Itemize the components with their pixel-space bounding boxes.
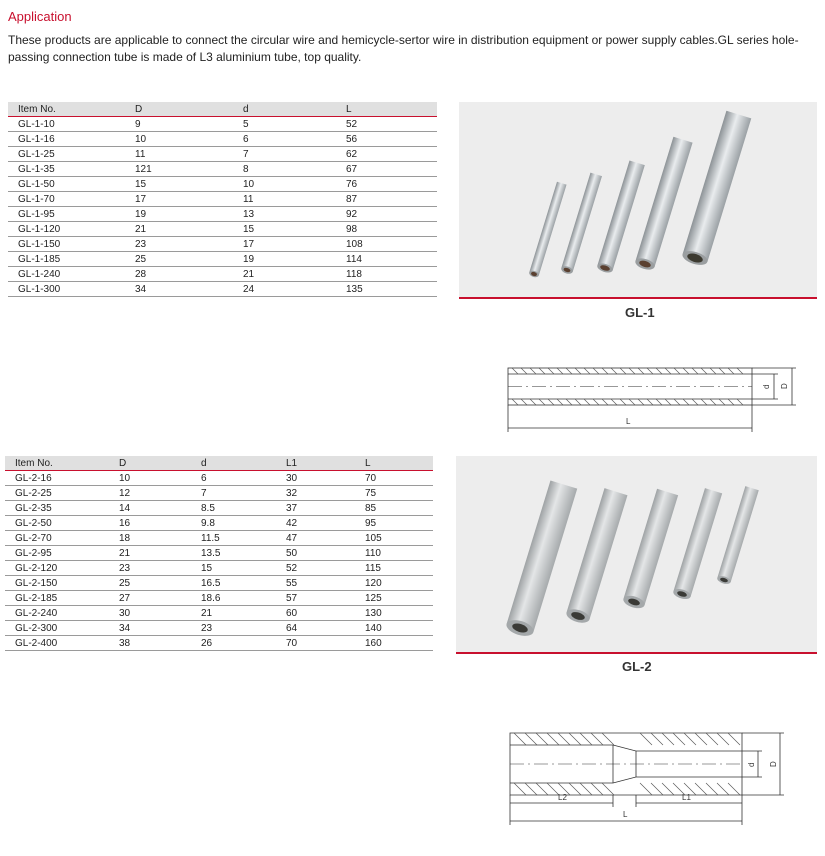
table-cell: GL-1-50 <box>8 177 125 192</box>
table-cell: 18 <box>109 531 191 546</box>
table-row <box>5 516 433 531</box>
table-row <box>5 486 433 501</box>
table-row <box>8 207 437 222</box>
table-cell: 25 <box>125 252 233 267</box>
table-cell: 92 <box>336 207 437 222</box>
table-cell: 9.8 <box>191 516 276 531</box>
column-header: Item No. <box>5 456 109 471</box>
label-D: D <box>769 761 778 767</box>
table-row <box>8 117 437 132</box>
column-header: L1 <box>276 456 355 471</box>
table-row <box>8 177 437 192</box>
table-cell: 17 <box>125 192 233 207</box>
table-cell: 70 <box>276 636 355 651</box>
table-cell: 6 <box>191 471 276 486</box>
table-header-row <box>8 102 437 117</box>
table-cell: 118 <box>336 267 437 282</box>
table-cell: GL-2-120 <box>5 561 109 576</box>
table-row <box>5 531 433 546</box>
table-row <box>5 621 433 636</box>
table-cell: 13 <box>233 207 336 222</box>
table-cell: 16 <box>109 516 191 531</box>
table-cell: 76 <box>336 177 437 192</box>
table-cell: 87 <box>336 192 437 207</box>
table-cell: 11.5 <box>191 531 276 546</box>
table-cell: 18.6 <box>191 591 276 606</box>
table-cell: 121 <box>125 162 233 177</box>
table-cell: 38 <box>109 636 191 651</box>
intro-paragraph: These products are applicable to connect the circular wire and hemicycle-sertor wire in distribution equipment or power supply cables.GL series hole-passing connection tube is made of L3 aluminium tube, top quality. <box>8 33 799 64</box>
table-cell: 21 <box>233 267 336 282</box>
table-row <box>5 576 433 591</box>
table-cell: GL-1-35 <box>8 162 125 177</box>
table-cell: 9 <box>125 117 233 132</box>
table-cell: 42 <box>276 516 355 531</box>
table-cell: GL-1-95 <box>8 207 125 222</box>
table-cell: GL-2-95 <box>5 546 109 561</box>
table-cell: 28 <box>125 267 233 282</box>
table-cell: 52 <box>336 117 437 132</box>
table-cell: 85 <box>355 501 433 516</box>
label-d: d <box>762 384 771 389</box>
table-cell: 110 <box>355 546 433 561</box>
table-cell: 95 <box>355 516 433 531</box>
column-header: d <box>191 456 276 471</box>
column-header: L <box>355 456 433 471</box>
table-cell: GL-2-35 <box>5 501 109 516</box>
table-cell: 6 <box>233 132 336 147</box>
table-cell: 23 <box>109 561 191 576</box>
label-d: d <box>747 762 756 767</box>
table-row <box>8 252 437 267</box>
table-cell: GL-1-150 <box>8 237 125 252</box>
table-cell: 57 <box>276 591 355 606</box>
table-cell: GL-2-400 <box>5 636 109 651</box>
table-cell: 62 <box>336 147 437 162</box>
table-cell: 21 <box>125 222 233 237</box>
table-row <box>5 591 433 606</box>
table-cell: 21 <box>191 606 276 621</box>
label-D: D <box>780 383 789 389</box>
table-cell: 19 <box>233 252 336 267</box>
table-cell: 30 <box>276 471 355 486</box>
table-cell: 23 <box>191 621 276 636</box>
gl2-product-photo <box>456 456 817 654</box>
table-cell: 30 <box>109 606 191 621</box>
table-cell: GL-2-240 <box>5 606 109 621</box>
table-cell: GL-1-300 <box>8 282 125 297</box>
table-cell: 8 <box>233 162 336 177</box>
table-cell: 13.5 <box>191 546 276 561</box>
gl1-spec-table <box>8 102 437 297</box>
table-row <box>8 147 437 162</box>
column-header: d <box>233 102 336 117</box>
table-cell: 52 <box>276 561 355 576</box>
table-row <box>5 546 433 561</box>
table-cell: 75 <box>355 486 433 501</box>
table-cell: 17 <box>233 237 336 252</box>
table-cell: GL-1-120 <box>8 222 125 237</box>
table-cell: GL-1-25 <box>8 147 125 162</box>
table-cell: GL-1-16 <box>8 132 125 147</box>
table-cell: 70 <box>355 471 433 486</box>
gl1-tubes-illustration <box>459 102 817 297</box>
table-cell: 67 <box>336 162 437 177</box>
table-cell: 11 <box>233 192 336 207</box>
table-cell: 11 <box>125 147 233 162</box>
gl1-product-photo <box>459 102 817 299</box>
table-cell: 56 <box>336 132 437 147</box>
table-row <box>5 501 433 516</box>
table-cell: 10 <box>109 471 191 486</box>
table-cell: 24 <box>233 282 336 297</box>
table-cell: 108 <box>336 237 437 252</box>
table-row <box>8 162 437 177</box>
table-cell: 160 <box>355 636 433 651</box>
table-cell: 27 <box>109 591 191 606</box>
table-cell: 55 <box>276 576 355 591</box>
table-cell: 60 <box>276 606 355 621</box>
gl2-caption: GL-2 <box>622 659 652 674</box>
table-row <box>8 222 437 237</box>
table-cell: GL-1-10 <box>8 117 125 132</box>
table-row <box>8 132 437 147</box>
table-cell: GL-2-70 <box>5 531 109 546</box>
table-cell: 50 <box>276 546 355 561</box>
table-cell: 32 <box>276 486 355 501</box>
table-cell: 135 <box>336 282 437 297</box>
table-cell: 21 <box>109 546 191 561</box>
table-cell: 125 <box>355 591 433 606</box>
label-L: L <box>626 417 631 426</box>
table-row <box>8 282 437 297</box>
table-cell: GL-1-240 <box>8 267 125 282</box>
table-cell: GL-2-185 <box>5 591 109 606</box>
table-header-row <box>5 456 433 471</box>
table-cell: 26 <box>191 636 276 651</box>
table-cell: 8.5 <box>191 501 276 516</box>
gl1-dimension-diagram <box>490 360 810 440</box>
section-heading: Application <box>8 9 72 24</box>
column-header: L <box>336 102 437 117</box>
table-cell: 25 <box>109 576 191 591</box>
table-cell: GL-2-50 <box>5 516 109 531</box>
table-cell: GL-1-185 <box>8 252 125 267</box>
table-cell: 12 <box>109 486 191 501</box>
table-cell: 15 <box>233 222 336 237</box>
table-cell: 14 <box>109 501 191 516</box>
table-cell: 10 <box>125 132 233 147</box>
table-cell: GL-2-16 <box>5 471 109 486</box>
table-cell: 19 <box>125 207 233 222</box>
table-cell: 15 <box>125 177 233 192</box>
table-cell: GL-2-300 <box>5 621 109 636</box>
table-cell: 34 <box>125 282 233 297</box>
table-row <box>8 192 437 207</box>
table-cell: 16.5 <box>191 576 276 591</box>
table-cell: 37 <box>276 501 355 516</box>
table-cell: 140 <box>355 621 433 636</box>
table-cell: GL-2-150 <box>5 576 109 591</box>
column-header: D <box>125 102 233 117</box>
label-L2: L2 <box>558 793 567 802</box>
table-row <box>5 561 433 576</box>
table-cell: 7 <box>191 486 276 501</box>
table-cell: 114 <box>336 252 437 267</box>
table-cell: 47 <box>276 531 355 546</box>
column-header: Item No. <box>8 102 125 117</box>
label-L1: L1 <box>682 793 691 802</box>
table-row <box>5 471 433 486</box>
label-L: L <box>623 810 628 819</box>
table-cell: 23 <box>125 237 233 252</box>
table-cell: GL-1-70 <box>8 192 125 207</box>
table-row <box>5 606 433 621</box>
table-cell: 34 <box>109 621 191 636</box>
table-cell: 120 <box>355 576 433 591</box>
table-cell: 130 <box>355 606 433 621</box>
table-cell: 115 <box>355 561 433 576</box>
table-cell: 10 <box>233 177 336 192</box>
gl2-dimension-diagram <box>490 725 810 835</box>
table-cell: 105 <box>355 531 433 546</box>
gl1-caption: GL-1 <box>625 305 655 320</box>
table-cell: 7 <box>233 147 336 162</box>
table-cell: 5 <box>233 117 336 132</box>
gl2-tubes-illustration <box>456 456 817 652</box>
table-cell: 64 <box>276 621 355 636</box>
table-row <box>8 267 437 282</box>
table-row <box>5 636 433 651</box>
table-cell: 15 <box>191 561 276 576</box>
table-cell: 98 <box>336 222 437 237</box>
table-cell: GL-2-25 <box>5 486 109 501</box>
gl2-spec-table <box>5 456 433 651</box>
column-header: D <box>109 456 191 471</box>
table-row <box>8 237 437 252</box>
